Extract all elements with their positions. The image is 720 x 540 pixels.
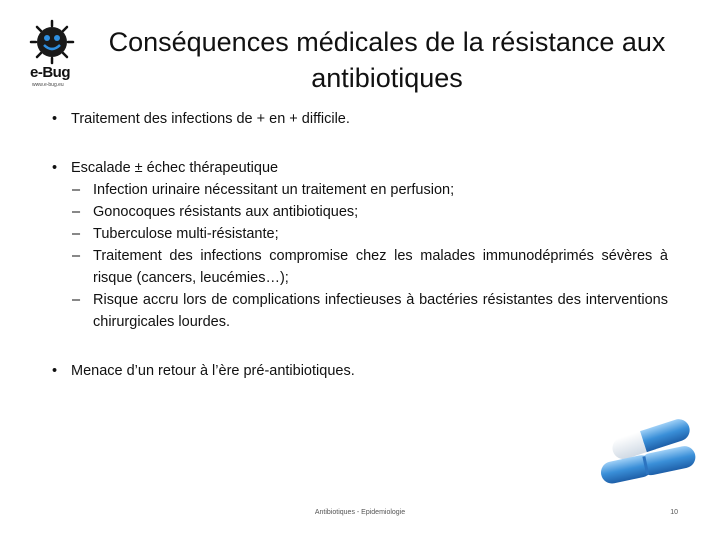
dash-marker: – — [72, 204, 81, 220]
sub-bullet-item — [52, 201, 668, 223]
sub-bullet-text: Gonocoques résistants aux antibiotiques; — [93, 204, 359, 220]
sub-bullet-item — [52, 179, 668, 201]
dash-marker: – — [72, 182, 81, 198]
smiling-bug-icon — [26, 18, 78, 66]
slide-content — [52, 108, 668, 382]
sub-bullet-text: Risque accru lors de complications infectieuses à bactéries résistantes des interventions chirurgicales lourdes. — [93, 292, 668, 330]
capsules-image — [592, 412, 712, 487]
bullet-item: • Escalade ± échec thérapeutique — [52, 157, 668, 179]
dash-marker: – — [72, 248, 81, 264]
slide-title: Conséquences médicales de la résistance aux antibiotiques — [108, 27, 666, 93]
sub-bullet-text: Infection urinaire nécessitant un traitement en perfusion; — [93, 182, 455, 198]
sub-bullet-item — [52, 223, 668, 245]
bullet-item: • Traitement des infections de + en + difficile. — [52, 108, 668, 130]
dash-marker: – — [72, 292, 81, 308]
ebug-logo — [26, 18, 78, 90]
bullet-item: • Menace d’un retour à l’ère pré-antibiotiques. — [52, 360, 668, 382]
page-number: 10 — [670, 509, 678, 516]
blue-capsules-icon — [592, 412, 712, 487]
logo-wordmark: e-Bug — [30, 64, 70, 81]
sub-bullet-item — [52, 245, 668, 289]
dash-marker: – — [72, 226, 81, 242]
sub-bullet-text: Traitement des infections compromise chez les malades immunodéprimés sévères à risque (cancers, leucémies…); — [93, 248, 668, 286]
sub-bullet-text: Tuberculose multi-résistante; — [93, 226, 279, 242]
logo-url: www.e-bug.eu — [32, 82, 64, 88]
sub-bullet-item — [52, 289, 668, 333]
slide-footer: Antibiotiques - Epidemiologie — [314, 509, 406, 516]
